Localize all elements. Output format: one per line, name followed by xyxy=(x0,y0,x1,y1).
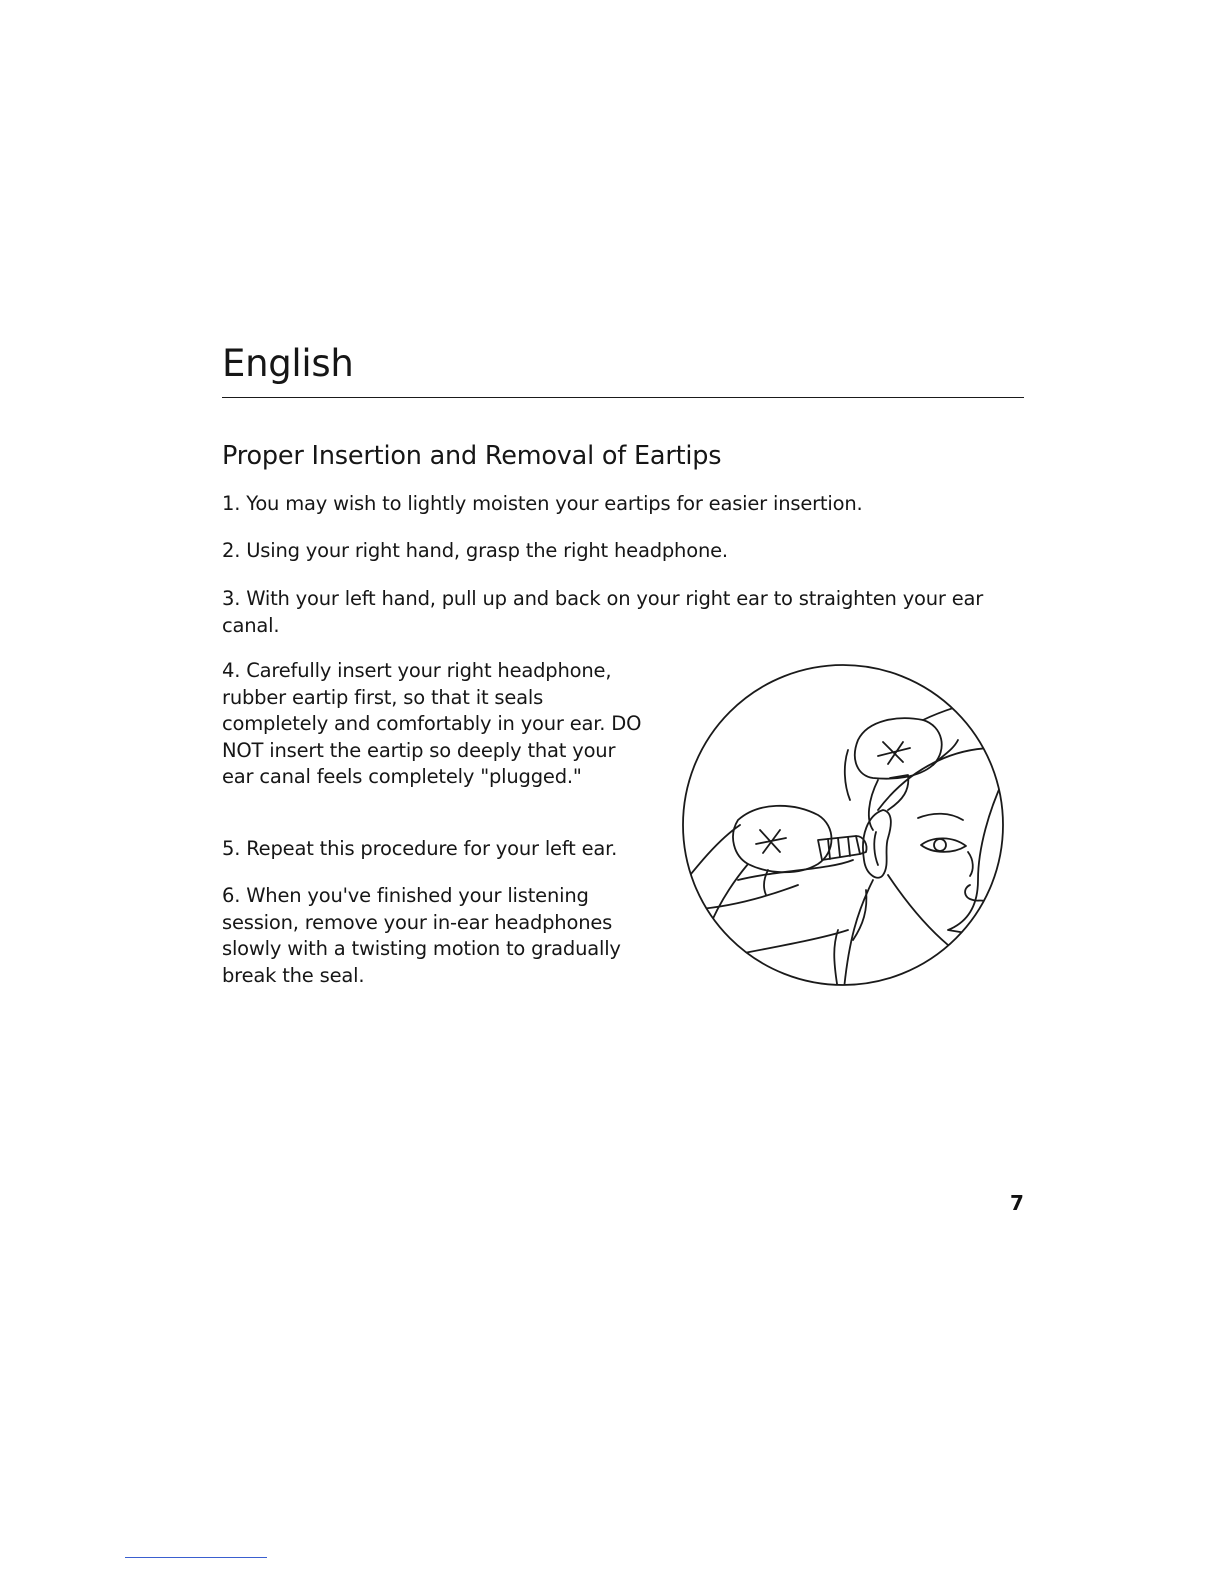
section-divider xyxy=(222,397,1024,398)
step-6: 6. When you've finished your listening session, remove your in-ear headphones slowly with a twisting motion to gradually break the seal. xyxy=(222,884,621,987)
scan-mark-line xyxy=(125,1557,267,1558)
section-title: English xyxy=(222,342,354,385)
step-2: 2. Using your right hand, grasp the right headphone. xyxy=(222,539,728,562)
step-3: 3. With your left hand, pull up and back on your right ear to straighten your ear canal. xyxy=(222,587,984,637)
ear-insertion-illustration xyxy=(678,660,1008,990)
step-4: 4. Carefully insert your right headphone, rubber eartip first, so that it seals completely and comfortably in your ear. DO NOT insert the eartip so deeply that your ear canal feels completely "plugged." xyxy=(222,659,642,788)
page-number: 7 xyxy=(1010,1191,1024,1215)
ear xyxy=(863,810,891,878)
illustration-border xyxy=(683,665,1003,985)
subsection-title: Proper Insertion and Removal of Eartips xyxy=(222,441,722,471)
step-5: 5. Repeat this procedure for your left ear. xyxy=(222,837,618,860)
step-1: 1. You may wish to lightly moisten your eartips for easier insertion. xyxy=(222,492,863,515)
